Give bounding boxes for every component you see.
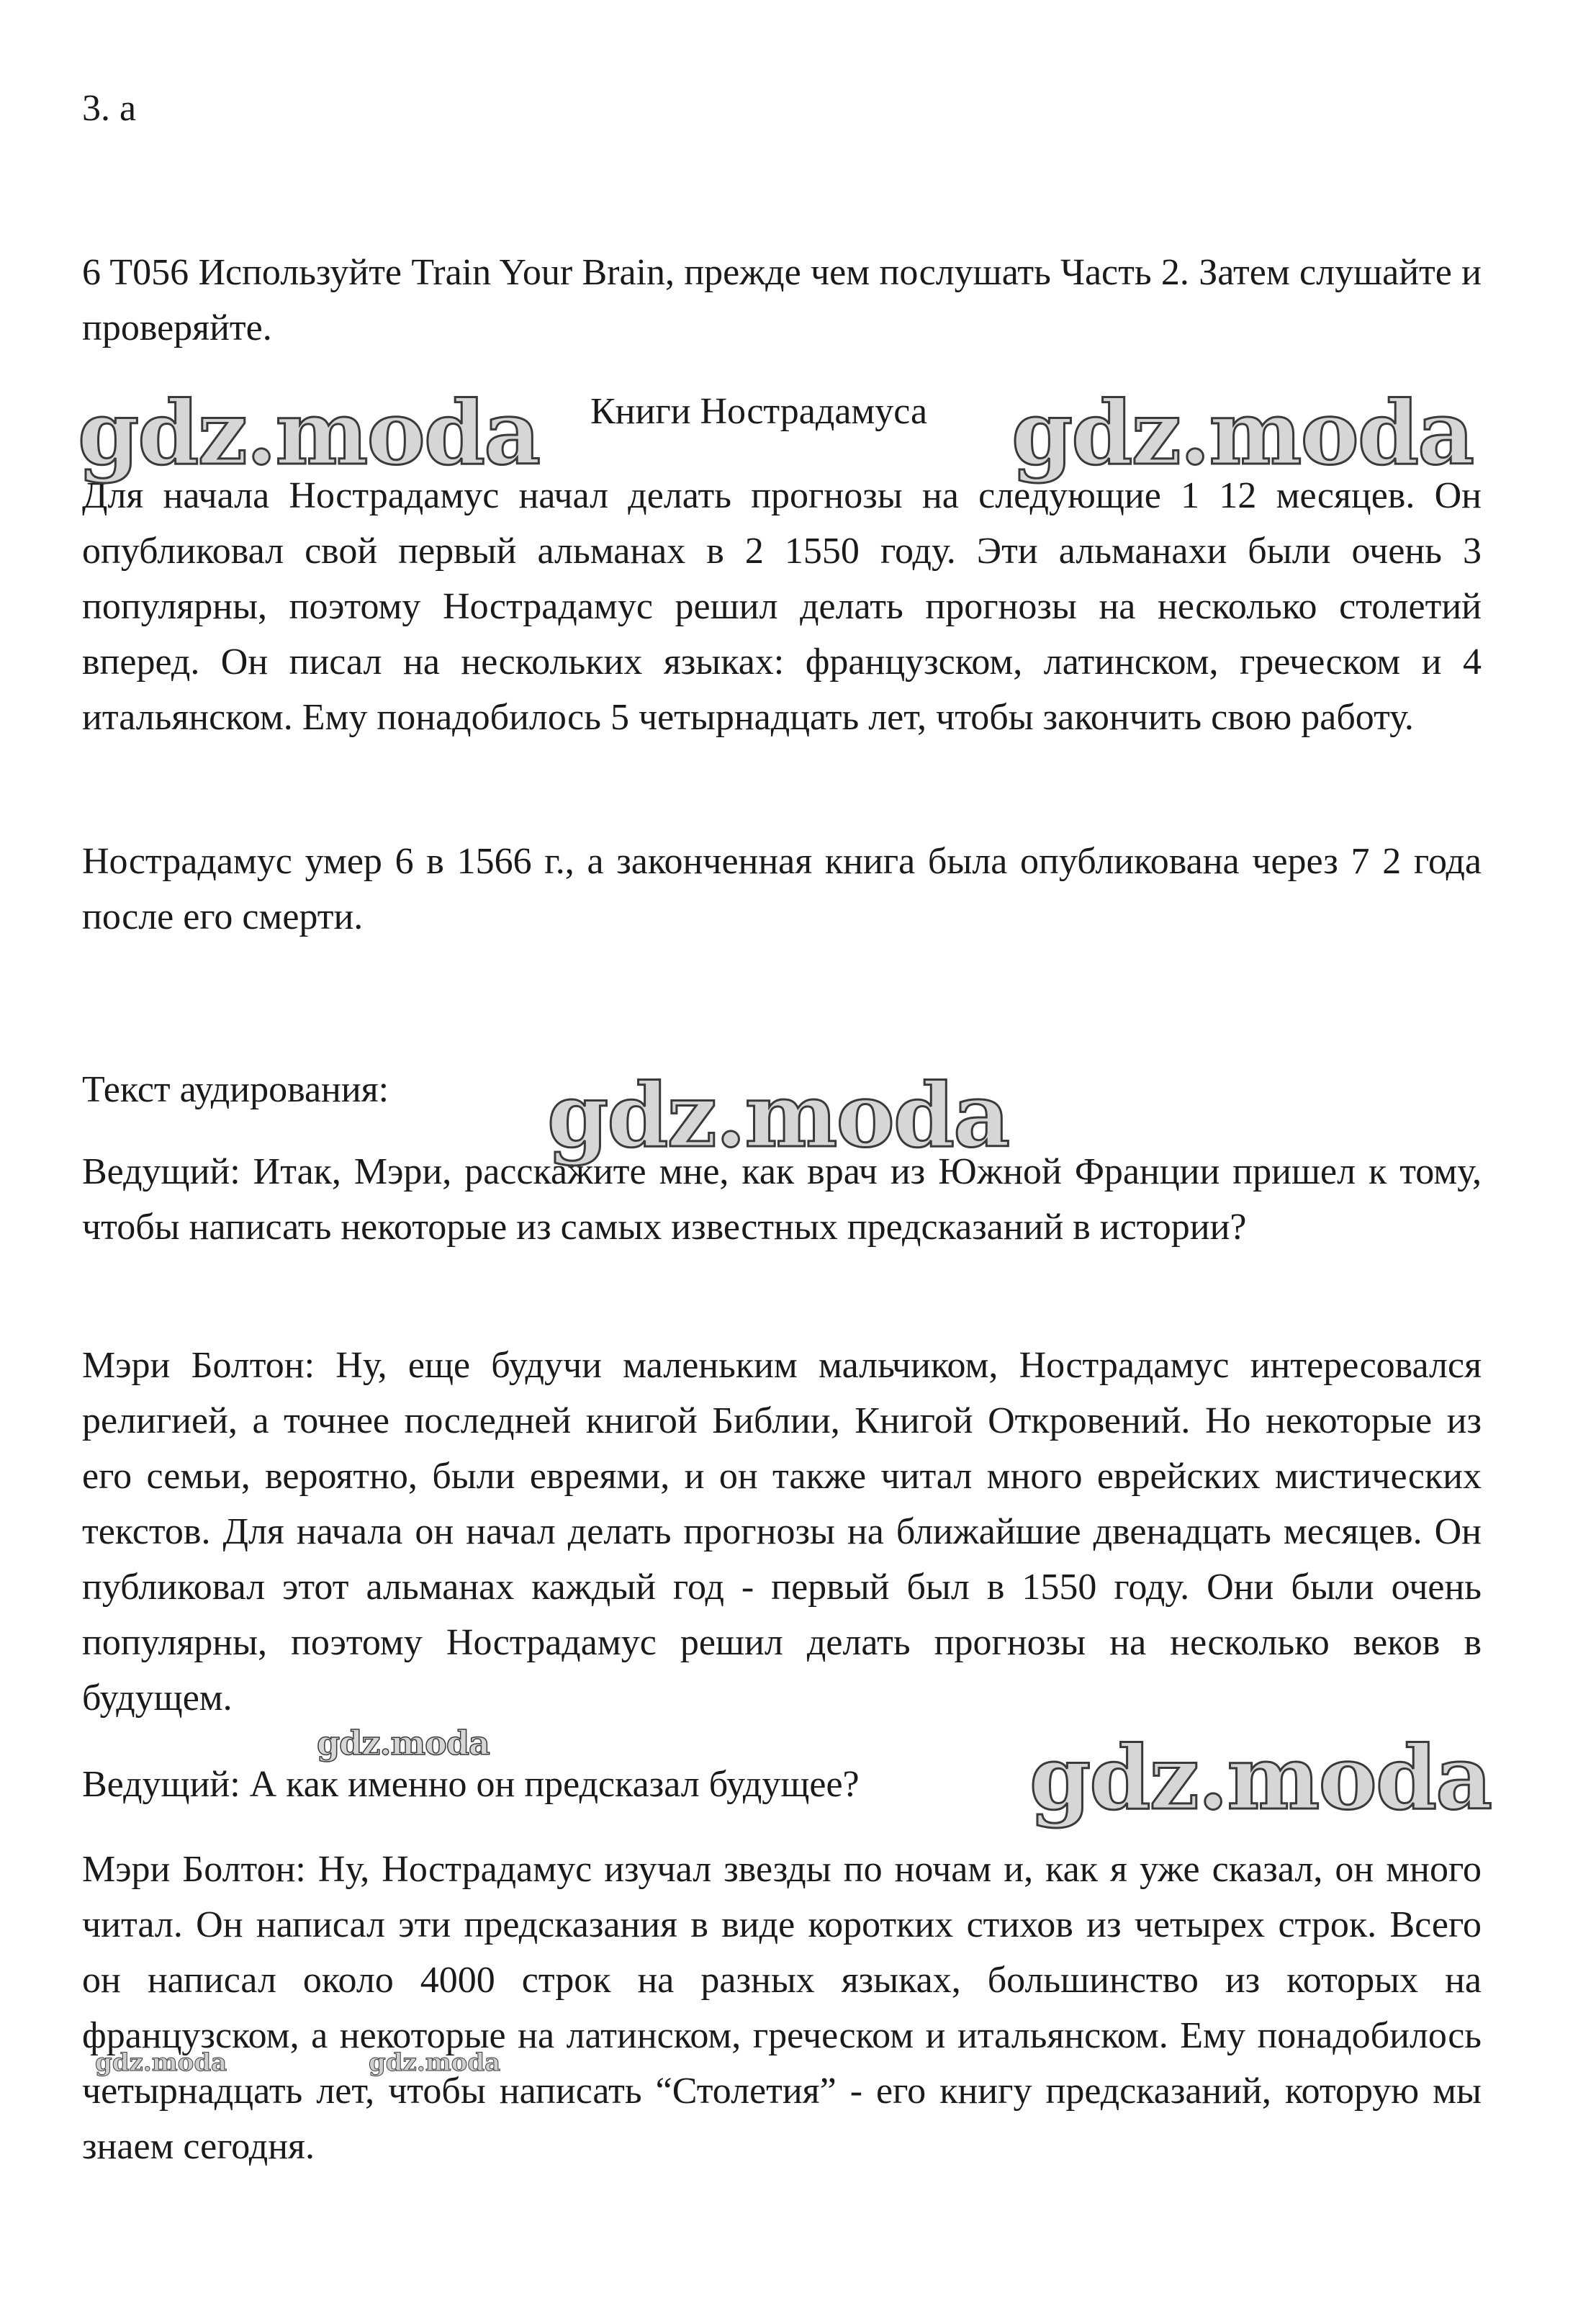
watermark-logo: gdz.moda [1029, 1726, 1492, 1829]
watermark-logo: gdz.moda [1011, 381, 1474, 485]
paragraph-1: Для начала Нострадамус начал делать прогнозы на следующие 1 12 месяцев. Он опубликовал свой первый альманах в 2 1550 году. Эти альманахи были очень 3 популярны, поэтому Нострадамус решил делать прогнозы на несколько столетий вперед. Он писал на нескольких языках: французском, латинском, греческом и 4 итальянском. Ему понадобилось 5 четырнадцать лет, чтобы закончить свою работу. [82, 475, 1482, 738]
answer-line: 3. a [82, 88, 137, 129]
text-title: Книги Нострадамуса [590, 391, 928, 432]
watermark-logo: gdz.moda [547, 1063, 1009, 1167]
watermark-logo: gdz.moda [369, 2048, 501, 2077]
transcript-line-2: Мэри Болтон: Ну, еще будучи маленьким мальчиком, Нострадамус интересовался религией, а точнее последней книгой Библии, Книгой Откровений. Но некоторые из его семьи, вероятно, были евреями, и он также читал много еврейских мистических текстов. Для начала он начал делать прогнозы на ближайшие двенадцать месяцев. Он публиковал этот альманах каждый год - первый был в 1550 году. Они были очень популярны, поэтому Нострадамус решил делать прогнозы на несколько веков в будущем. [82, 1345, 1482, 1719]
transcript-line-3: Ведущий: А как именно он предсказал будущее? [82, 1764, 860, 1805]
watermark-logo: gdz.moda [317, 1724, 490, 1762]
paragraph-2: Нострадамус умер 6 в 1566 г., а законченная книга была опубликована через 7 2 года после его смерти. [82, 841, 1482, 937]
watermark-logo: gdz.moda [78, 381, 540, 485]
watermark-logo: gdz.moda [95, 2048, 227, 2077]
transcript-label: Текст аудирования: [82, 1069, 389, 1110]
task-instruction: 6 T056 Используйте Train Your Brain, прежде чем послушать Часть 2. Затем слушайте и проверяйте. [82, 252, 1482, 348]
transcript-line-1: Ведущий: Итак, Мэри, расскажите мне, как врач из Южной Франции пришел к тому, чтобы написать некоторые из самых известных предсказаний в истории? [82, 1151, 1482, 1248]
transcript-line-4: Мэри Болтон: Ну, Нострадамус изучал звезды по ночам и, как я уже сказал, он много читал. Он написал эти предсказания в виде коротких стихов из четырех строк. Всего он написал около 4000 строк на разных языках, большинство из которых на французском, а некоторые на латинском, греческом и итальянском. Ему понадобилось четырнадцать лет, чтобы написать “Столетия” - его книгу предсказаний, которую мы знаем сегодня. [82, 1849, 1482, 2167]
